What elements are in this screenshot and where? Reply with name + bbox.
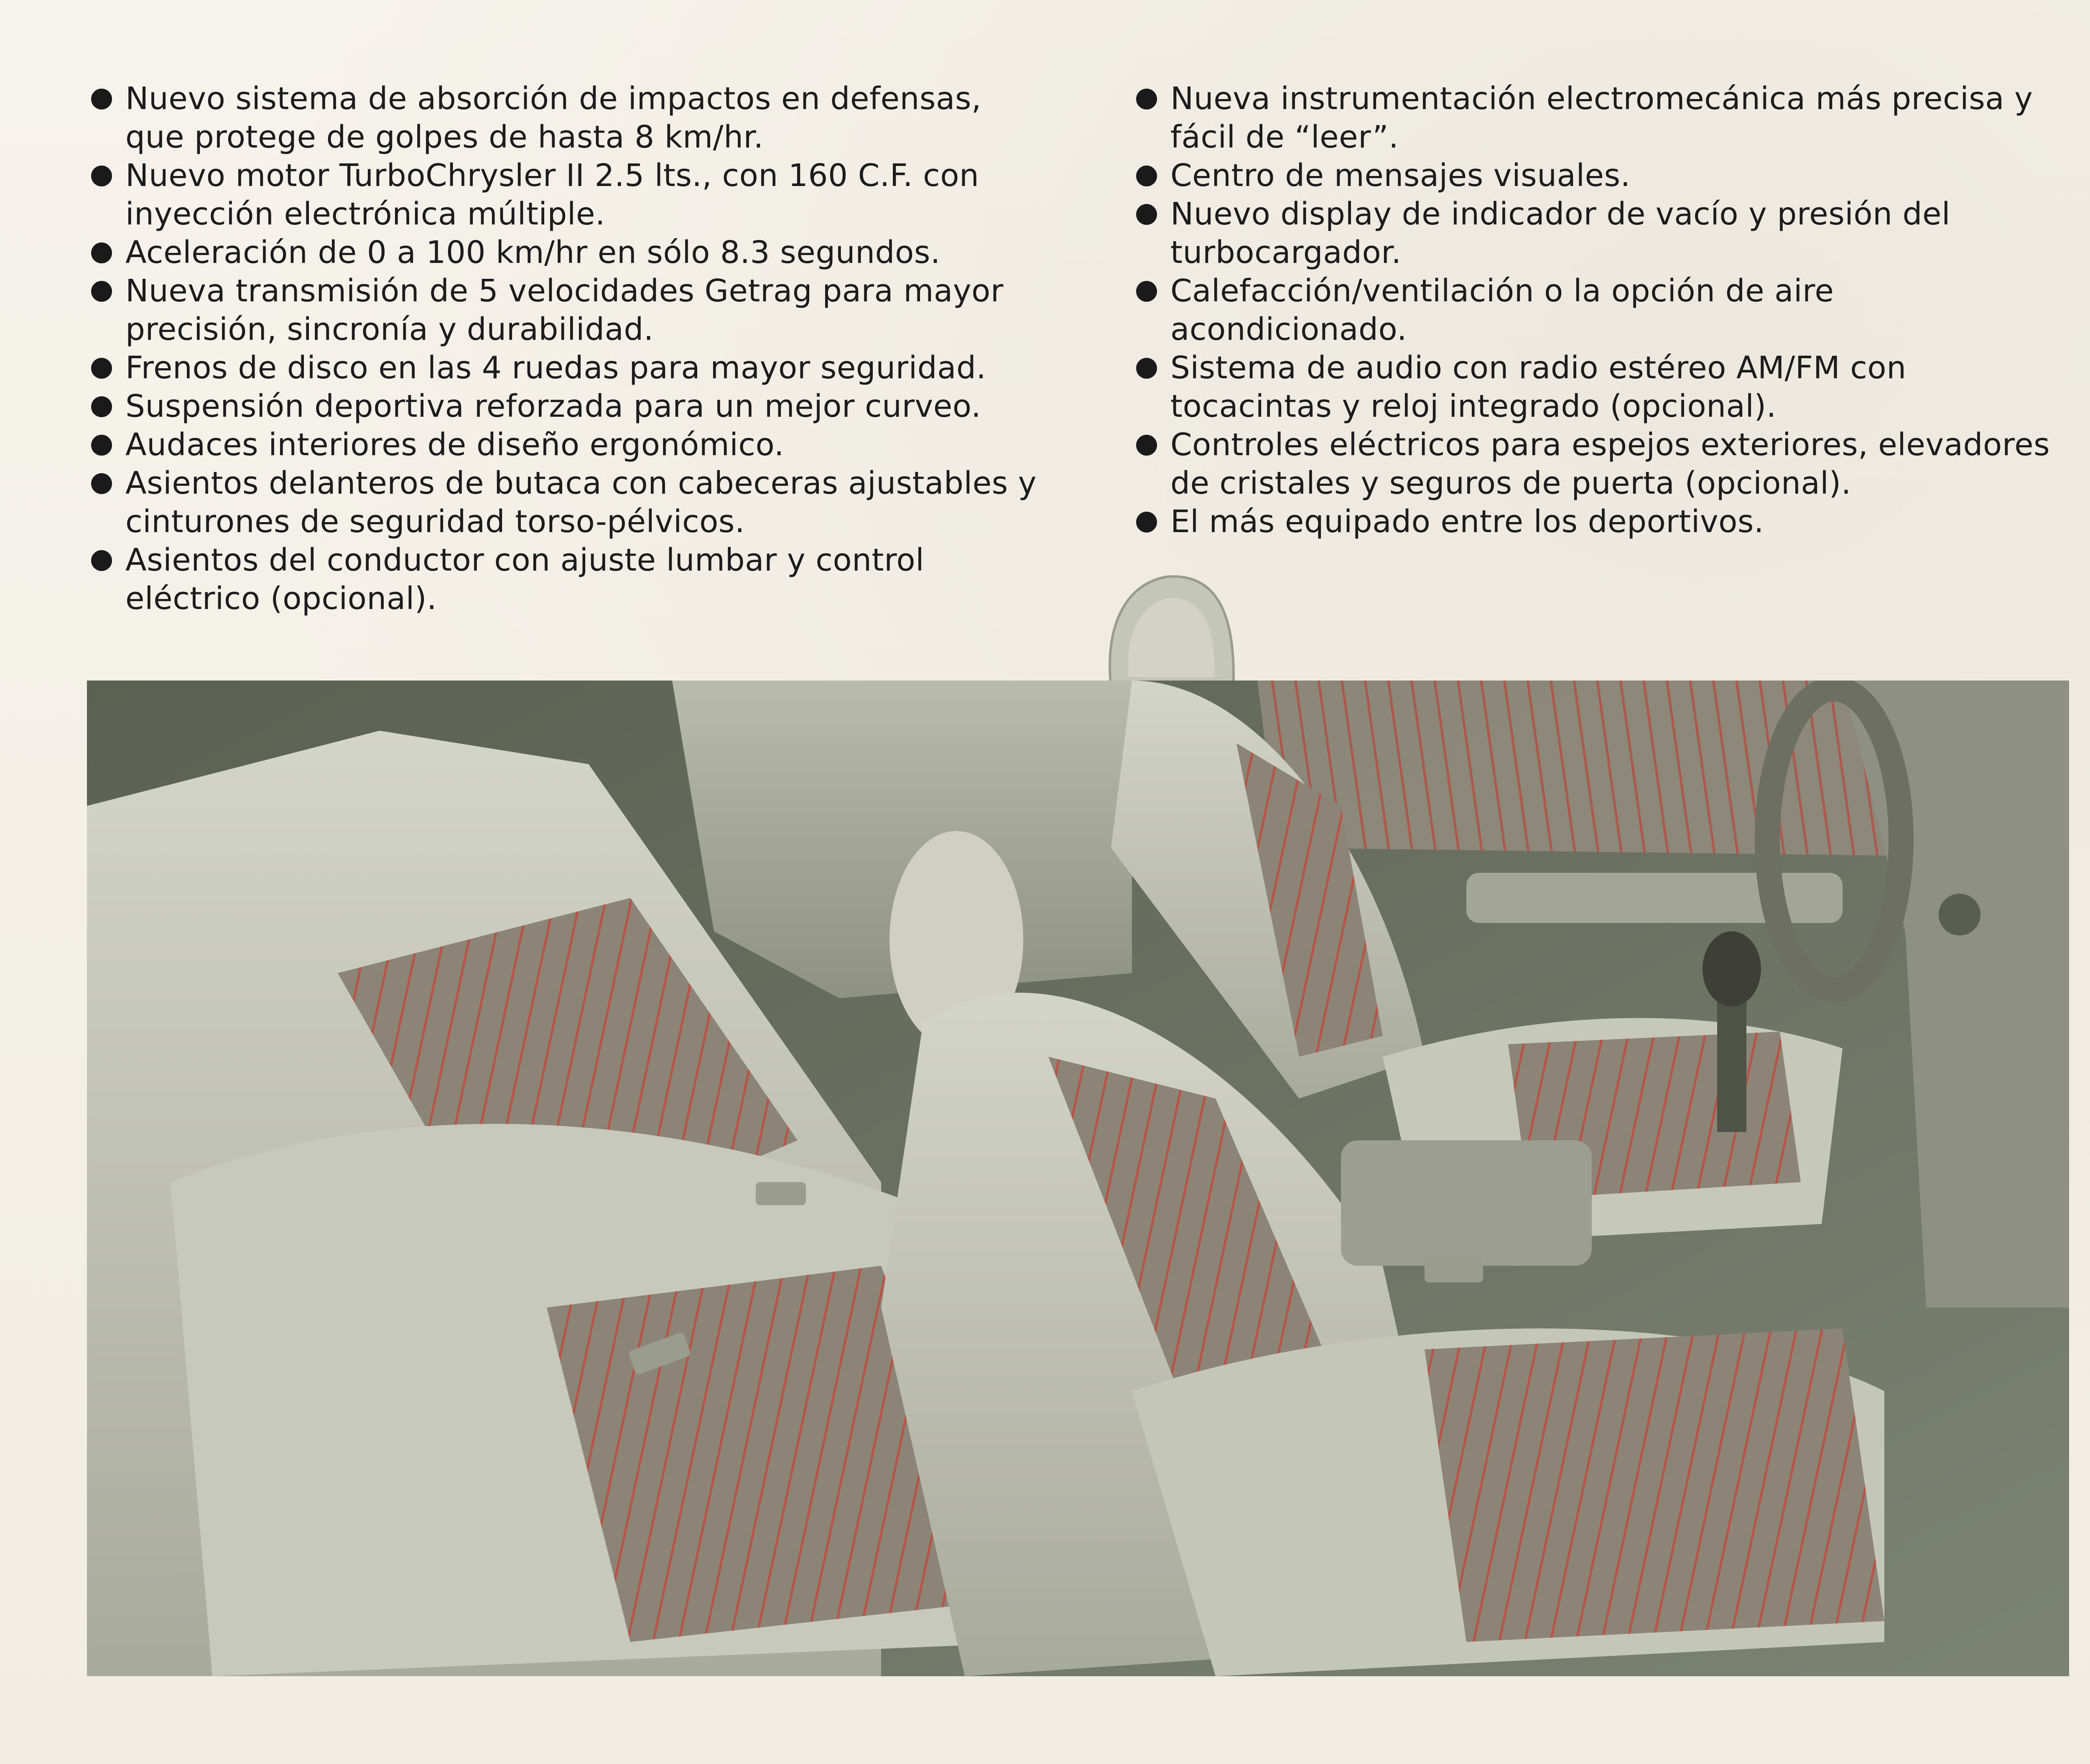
- feature-item: [88, 156, 1049, 233]
- feature-text: Nuevo sistema de absorción de impactos en defensas, que protege de golpes de hasta 8 km/hr.: [125, 81, 981, 155]
- bullet-dot-icon: [91, 166, 112, 186]
- feature-text: Asientos delanteros de butaca con cabeceras ajustables y cinturones de seguridad torso-pélvicos.: [125, 465, 1037, 540]
- bullet-dot-icon: [1136, 166, 1157, 186]
- feature-item: [88, 233, 1049, 272]
- feature-list-left: [88, 79, 1049, 618]
- bullet-dot-icon: [1136, 358, 1157, 379]
- feature-item: [1133, 272, 2073, 349]
- bullet-dot-icon: [1136, 281, 1157, 302]
- feature-text: Nueva instrumentación electromecánica más precisa y fácil de “leer”.: [1170, 81, 2033, 155]
- bullet-dot-icon: [91, 358, 112, 379]
- bullet-dot-icon: [91, 550, 112, 571]
- bullet-dot-icon: [1136, 89, 1157, 110]
- feature-text: Aceleración de 0 a 100 km/hr en sólo 8.3 segundos.: [125, 235, 940, 270]
- interior-photo: [87, 681, 2069, 1676]
- feature-item: [88, 426, 1049, 464]
- feature-text: Nueva transmisión de 5 velocidades Getrag para mayor precisión, sincronía y durabilidad.: [125, 273, 1004, 347]
- feature-item: [88, 79, 1049, 156]
- bullet-dot-icon: [1136, 512, 1157, 533]
- bullet-dot-icon: [91, 281, 112, 302]
- feature-text: Asientos del conductor con ajuste lumbar y control eléctrico (opcional).: [125, 542, 925, 617]
- bullet-dot-icon: [91, 396, 112, 417]
- feature-text: Suspensión deportiva reforzada para un mejor curveo.: [125, 388, 981, 424]
- feature-text: Calefacción/ventilación o la opción de aire acondicionado.: [1170, 273, 1834, 347]
- feature-list-right: [1133, 79, 2073, 541]
- feature-item: [1133, 349, 2073, 426]
- headrest-overflow-image: [1095, 568, 1246, 694]
- feature-text: Nuevo display de indicador de vacío y presión del turbocargador.: [1170, 196, 1951, 270]
- feature-item: [88, 541, 1049, 618]
- feature-text: Sistema de audio con radio estéreo AM/FM con tocacintas y reloj integrado (opcional).: [1170, 350, 1906, 424]
- feature-text: Audaces interiores de diseño ergonómico.: [125, 427, 785, 463]
- feature-item: [88, 387, 1049, 426]
- bullet-dot-icon: [91, 473, 112, 494]
- feature-text: El más equipado entre los deportivos.: [1170, 504, 1764, 540]
- feature-text: Centro de mensajes visuales.: [1170, 158, 1631, 194]
- bullet-dot-icon: [91, 89, 112, 110]
- feature-item: [1133, 195, 2073, 272]
- interior-seats-image: [87, 681, 2069, 1676]
- feature-item: [1133, 426, 2073, 502]
- feature-item: [1133, 79, 2073, 156]
- feature-item: [1133, 502, 2073, 541]
- feature-item: [88, 272, 1049, 349]
- feature-item: [88, 464, 1049, 541]
- bullet-dot-icon: [1136, 204, 1157, 225]
- feature-text: Frenos de disco en las 4 ruedas para mayor seguridad.: [125, 350, 986, 386]
- feature-text: Nuevo motor TurboChrysler II 2.5 lts., con 160 C.F. con inyección electrónica múltiple.: [125, 158, 979, 232]
- feature-text: Controles eléctricos para espejos exteriores, elevadores de cristales y seguros de puerta (opcional).: [1170, 427, 2050, 501]
- bullet-dot-icon: [1136, 435, 1157, 456]
- feature-item: [1133, 156, 2073, 195]
- bullet-dot-icon: [91, 242, 112, 263]
- feature-item: [88, 349, 1049, 387]
- bullet-dot-icon: [91, 435, 112, 456]
